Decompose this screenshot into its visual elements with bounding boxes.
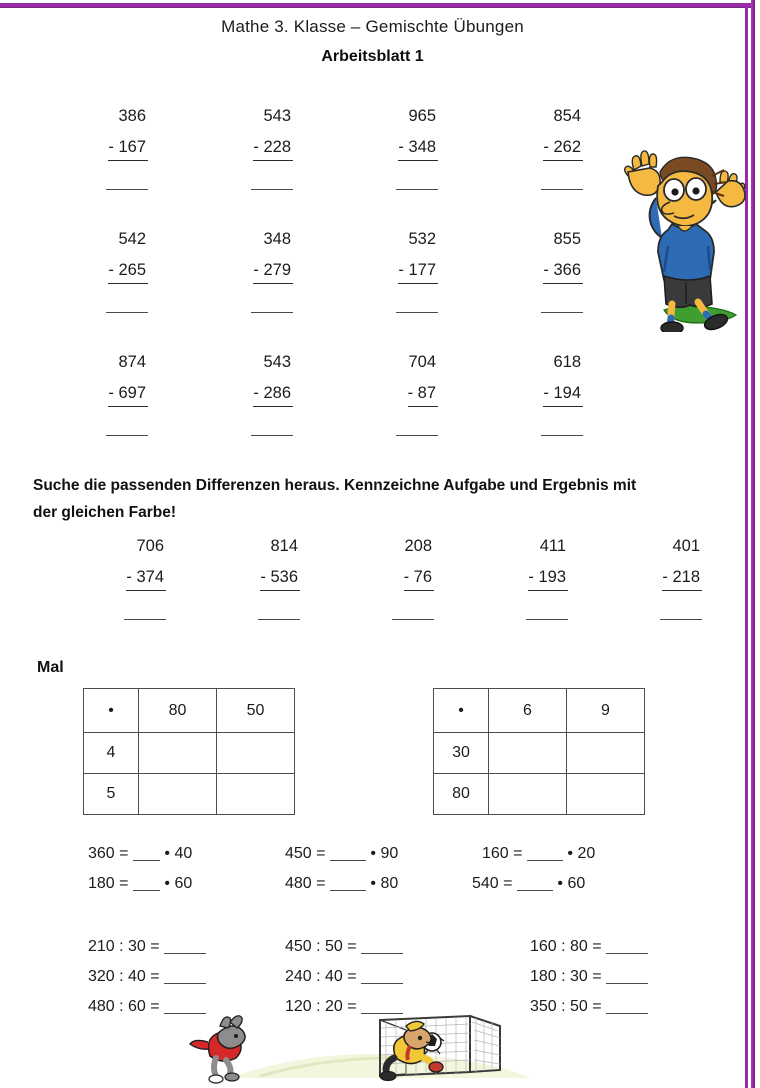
mal-section-heading: Mal [37, 659, 64, 676]
quotient-blank[interactable] [361, 983, 403, 984]
division-expression: 350 : 50 = [530, 998, 602, 1015]
column-header: 80 [139, 689, 217, 733]
subtraction-problem [522, 538, 568, 620]
subtraction-row-1 [100, 108, 583, 190]
cheering-boy-illustration [612, 142, 747, 332]
answer-blank[interactable] [396, 435, 438, 436]
product-value: 180 [88, 875, 115, 892]
answer-blank[interactable] [124, 619, 166, 620]
subtraction-problem [390, 231, 438, 313]
equals-sign: = [503, 875, 513, 892]
answer-blank[interactable] [106, 312, 148, 313]
soccer-penalty-illustration [170, 1012, 540, 1088]
minuend: 542 [118, 230, 146, 248]
subtrahend: - 228 [253, 139, 293, 161]
division-expression: 210 : 30 = [88, 938, 160, 955]
subtraction-problem [100, 231, 148, 313]
table-row [434, 733, 645, 774]
page-title: Mathe 3. Klasse – Gemischte Übungen [221, 17, 524, 36]
subtrahend: - 218 [662, 569, 702, 591]
division-expression: 320 : 40 = [88, 968, 160, 985]
division-equation [285, 968, 403, 986]
subtrahend: - 193 [528, 569, 568, 591]
minuend: 618 [553, 353, 581, 371]
subtraction-row-4 [120, 538, 702, 620]
multiply-dot-icon: • [164, 845, 171, 862]
row-header: 80 [434, 774, 489, 815]
factor-value: 20 [577, 845, 596, 862]
factor-blank[interactable] [133, 890, 160, 891]
minuend: 874 [118, 353, 146, 371]
answer-blank[interactable] [258, 619, 300, 620]
minuend: 411 [539, 537, 566, 555]
subtraction-row-3 [100, 354, 583, 436]
column-header: 9 [567, 689, 645, 733]
quotient-blank[interactable] [361, 953, 403, 954]
product-value: 160 [482, 845, 509, 862]
multiplication-table-left [83, 688, 295, 815]
row-header: 4 [84, 733, 139, 774]
table-row [84, 774, 295, 815]
answer-blank[interactable] [396, 189, 438, 190]
multiplication-equation [482, 845, 595, 863]
answer-cell[interactable] [139, 733, 217, 774]
minuend: 401 [672, 537, 700, 555]
subtraction-problem [535, 108, 583, 190]
minuend: 543 [263, 107, 291, 125]
instruction-line-1: Suche die passenden Differenzen heraus. Kennzeichne Aufgabe und Ergebnis mit [33, 477, 637, 494]
product-value: 540 [472, 875, 499, 892]
minuend: 543 [263, 353, 291, 371]
equals-sign: = [119, 875, 129, 892]
subtrahend: - 279 [253, 262, 293, 284]
minuend: 348 [263, 230, 291, 248]
multiplication-equation [472, 875, 585, 893]
factor-value: 60 [567, 875, 586, 892]
answer-blank[interactable] [541, 312, 583, 313]
factor-value: 80 [380, 875, 399, 892]
column-header: 50 [217, 689, 295, 733]
subtraction-problem [120, 538, 166, 620]
subtrahend: - 697 [108, 385, 148, 407]
multiply-dot-icon: • [370, 875, 377, 892]
division-expression: 120 : 20 = [285, 998, 357, 1015]
instruction-line-2: der gleichen Farbe! [33, 504, 176, 522]
answer-blank[interactable] [251, 189, 293, 190]
quotient-blank[interactable] [164, 983, 206, 984]
division-expression: 450 : 50 = [285, 938, 357, 955]
answer-cell[interactable] [567, 774, 645, 815]
division-equation [88, 938, 206, 956]
factor-blank[interactable] [517, 890, 553, 891]
subtraction-problem [535, 231, 583, 313]
worksheet-subtitle: Arbeitsblatt 1 [321, 48, 424, 65]
answer-cell[interactable] [217, 774, 295, 815]
subtrahend: - 348 [398, 139, 438, 161]
subtraction-problem [390, 108, 438, 190]
multiply-dot-icon: • [557, 875, 564, 892]
quotient-blank[interactable] [606, 983, 648, 984]
division-expression: 480 : 60 = [88, 998, 160, 1015]
minuend: 208 [404, 537, 432, 555]
minuend: 855 [553, 230, 581, 248]
equals-sign: = [316, 875, 326, 892]
answer-blank[interactable] [106, 435, 148, 436]
subtrahend: - 374 [126, 569, 166, 591]
answer-cell[interactable] [489, 774, 567, 815]
answer-blank[interactable] [392, 619, 434, 620]
page-border-right-outer [751, 0, 755, 1088]
equals-sign: = [316, 845, 326, 862]
subtraction-row-2 [100, 231, 583, 313]
multiplication-equation [88, 845, 192, 863]
subtraction-problem [100, 354, 148, 436]
product-value: 360 [88, 845, 115, 862]
division-equation [530, 968, 648, 986]
answer-blank[interactable] [251, 312, 293, 313]
subtrahend: - 262 [543, 139, 583, 161]
subtraction-problem [100, 108, 148, 190]
subtrahend: - 536 [260, 569, 300, 591]
instruction-text [33, 472, 713, 526]
multiplication-table-right [433, 688, 645, 815]
minuend: 532 [408, 230, 436, 248]
division-expression: 180 : 30 = [530, 968, 602, 985]
answer-cell[interactable] [217, 733, 295, 774]
subtraction-problem [254, 538, 300, 620]
multiply-dot-icon: • [164, 875, 171, 892]
subtraction-problem [656, 538, 702, 620]
multiplication-equation [285, 845, 398, 863]
product-value: 480 [285, 875, 312, 892]
operator-cell: • [434, 689, 489, 733]
quotient-blank[interactable] [606, 1013, 648, 1014]
subtraction-problem [390, 354, 438, 436]
table-row [84, 689, 295, 733]
subtrahend: - 76 [404, 569, 434, 591]
table-row [434, 689, 645, 733]
quotient-blank[interactable] [606, 953, 648, 954]
multiplication-equation [285, 875, 398, 893]
answer-cell[interactable] [567, 733, 645, 774]
subtrahend: - 194 [543, 385, 583, 407]
minuend: 386 [118, 107, 146, 125]
answer-blank[interactable] [396, 312, 438, 313]
subtrahend: - 167 [108, 139, 148, 161]
multiply-dot-icon: • [567, 845, 574, 862]
answer-blank[interactable] [106, 189, 148, 190]
equals-sign: = [513, 845, 523, 862]
division-equation [88, 968, 206, 986]
minuend: 965 [408, 107, 436, 125]
division-equation [285, 938, 403, 956]
factor-blank[interactable] [330, 860, 366, 861]
minuend: 814 [270, 537, 298, 555]
column-header: 6 [489, 689, 567, 733]
answer-blank[interactable] [526, 619, 568, 620]
subtrahend: - 265 [108, 262, 148, 284]
row-header: 30 [434, 733, 489, 774]
table-row [434, 774, 645, 815]
division-equation [530, 938, 648, 956]
answer-blank[interactable] [541, 189, 583, 190]
answer-cell[interactable] [489, 733, 567, 774]
answer-blank[interactable] [660, 619, 702, 620]
row-header: 5 [84, 774, 139, 815]
subtrahend: - 87 [408, 385, 438, 407]
multiplication-equation [88, 875, 192, 893]
factor-value: 60 [174, 875, 193, 892]
factor-blank[interactable] [133, 860, 160, 861]
subtraction-problem [245, 231, 293, 313]
subtraction-problem [245, 354, 293, 436]
division-expression: 160 : 80 = [530, 938, 602, 955]
answer-blank[interactable] [541, 435, 583, 436]
division-equation [530, 998, 648, 1016]
subtraction-problem [245, 108, 293, 190]
minuend: 854 [553, 107, 581, 125]
minuend: 704 [408, 353, 436, 371]
factor-blank[interactable] [527, 860, 563, 861]
equals-sign: = [119, 845, 129, 862]
subtrahend: - 286 [253, 385, 293, 407]
division-expression: 240 : 40 = [285, 968, 357, 985]
minuend: 706 [136, 537, 164, 555]
subtrahend: - 366 [543, 262, 583, 284]
quotient-blank[interactable] [164, 953, 206, 954]
subtraction-problem [535, 354, 583, 436]
table-row [84, 733, 295, 774]
factor-value: 90 [380, 845, 399, 862]
multiply-dot-icon: • [370, 845, 377, 862]
answer-blank[interactable] [251, 435, 293, 436]
factor-blank[interactable] [330, 890, 366, 891]
factor-value: 40 [174, 845, 193, 862]
subtrahend: - 177 [398, 262, 438, 284]
product-value: 450 [285, 845, 312, 862]
page-border-top [0, 3, 752, 8]
operator-cell: • [84, 689, 139, 733]
answer-cell[interactable] [139, 774, 217, 815]
subtraction-problem [388, 538, 434, 620]
